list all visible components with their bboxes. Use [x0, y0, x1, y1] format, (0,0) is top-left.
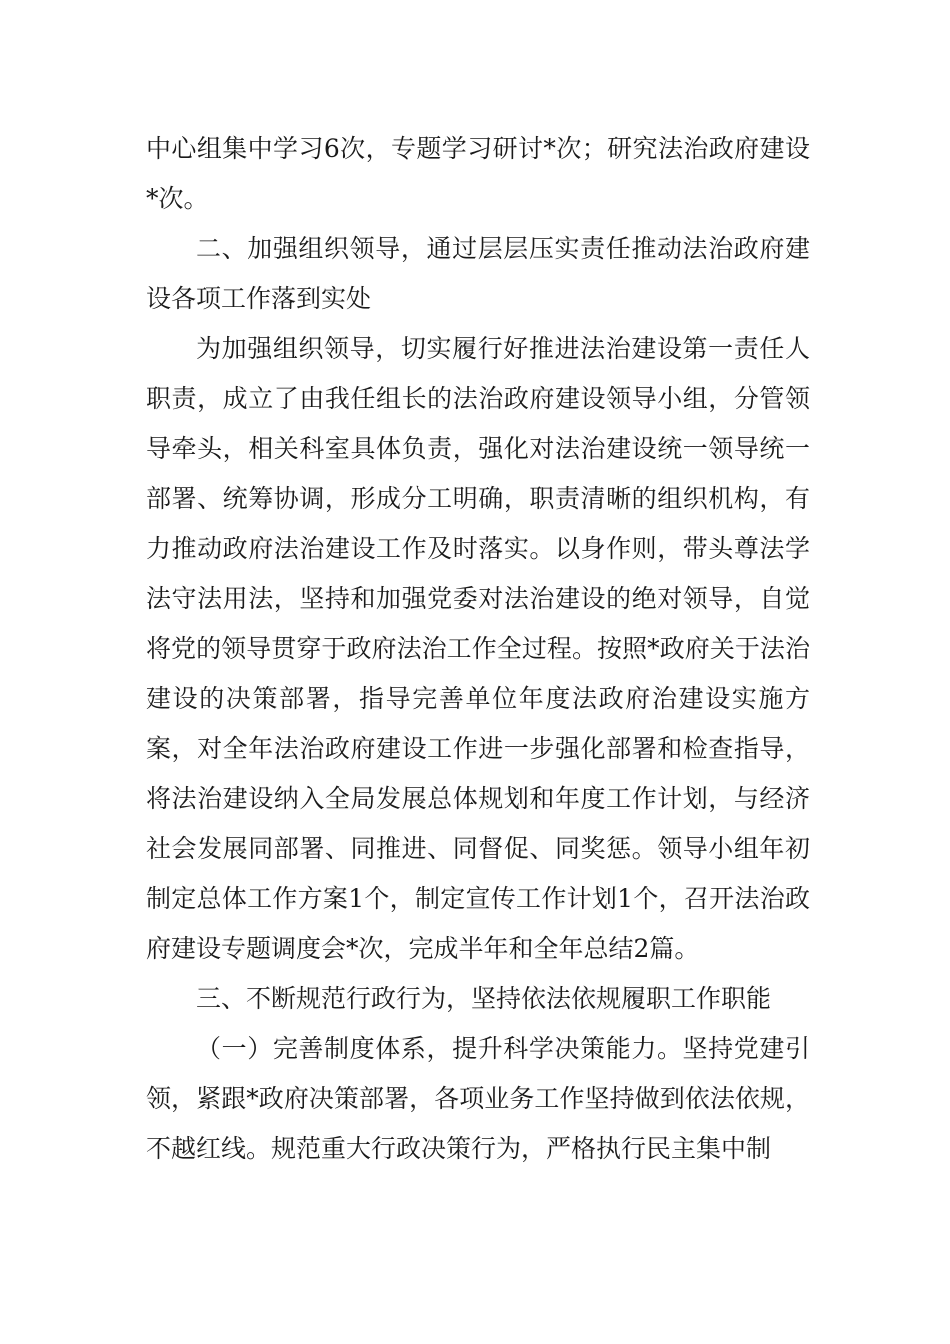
paragraph-organization-leadership: 为加强组织领导，切实履行好推进法治建设第一责任人职责，成立了由我任组长的法治政府建设领导小组，分管领导牵头，相关科室具体负责，强化对法治建设统一领导统一部署、统筹协调，形成分工明确，职责清晰的组织机构，有力推动政府法治建设工作及时落实。以身作则，带头尊法学法守法用法，坚持和加强党委对法治建设的绝对领导，自觉将党的领导贯穿于政府法治工作全过程。按照*政府关于法治建设的决策部署，指导完善单位年度法政府治建设实施方案，对全年法治政府建设工作进一步强化部署和检查指导，将法治建设纳入全局发展总体规划和年度工作计划，与经济社会发展同部署、同推进、同督促、同奖惩。领导小组年初制定总体工作方案1个，制定宣传工作计划1个，召开法治政府建设专题调度会*次，完成半年和全年总结2篇。 — [146, 334, 810, 963]
paragraph-continuation: 中心组集中学习6次，专题学习研讨*次；研究法治政府建设*次。 — [146, 134, 810, 213]
paragraph-system-improvement: （一）完善制度体系，提升科学决策能力。坚持党建引领，紧跟*政府决策部署，各项业务工作坚持做到依法依规，不越红线。规范重大行政决策行为，严格执行民主集中制 — [146, 1034, 810, 1163]
section-heading-three: 三、不断规范行政行为，坚持依法依规履职工作职能 — [196, 984, 772, 1013]
section-heading-two: 二、加强组织领导，通过层层压实责任推动法治政府建设各项工作落到实处 — [146, 234, 810, 313]
document-body — [146, 124, 810, 1174]
